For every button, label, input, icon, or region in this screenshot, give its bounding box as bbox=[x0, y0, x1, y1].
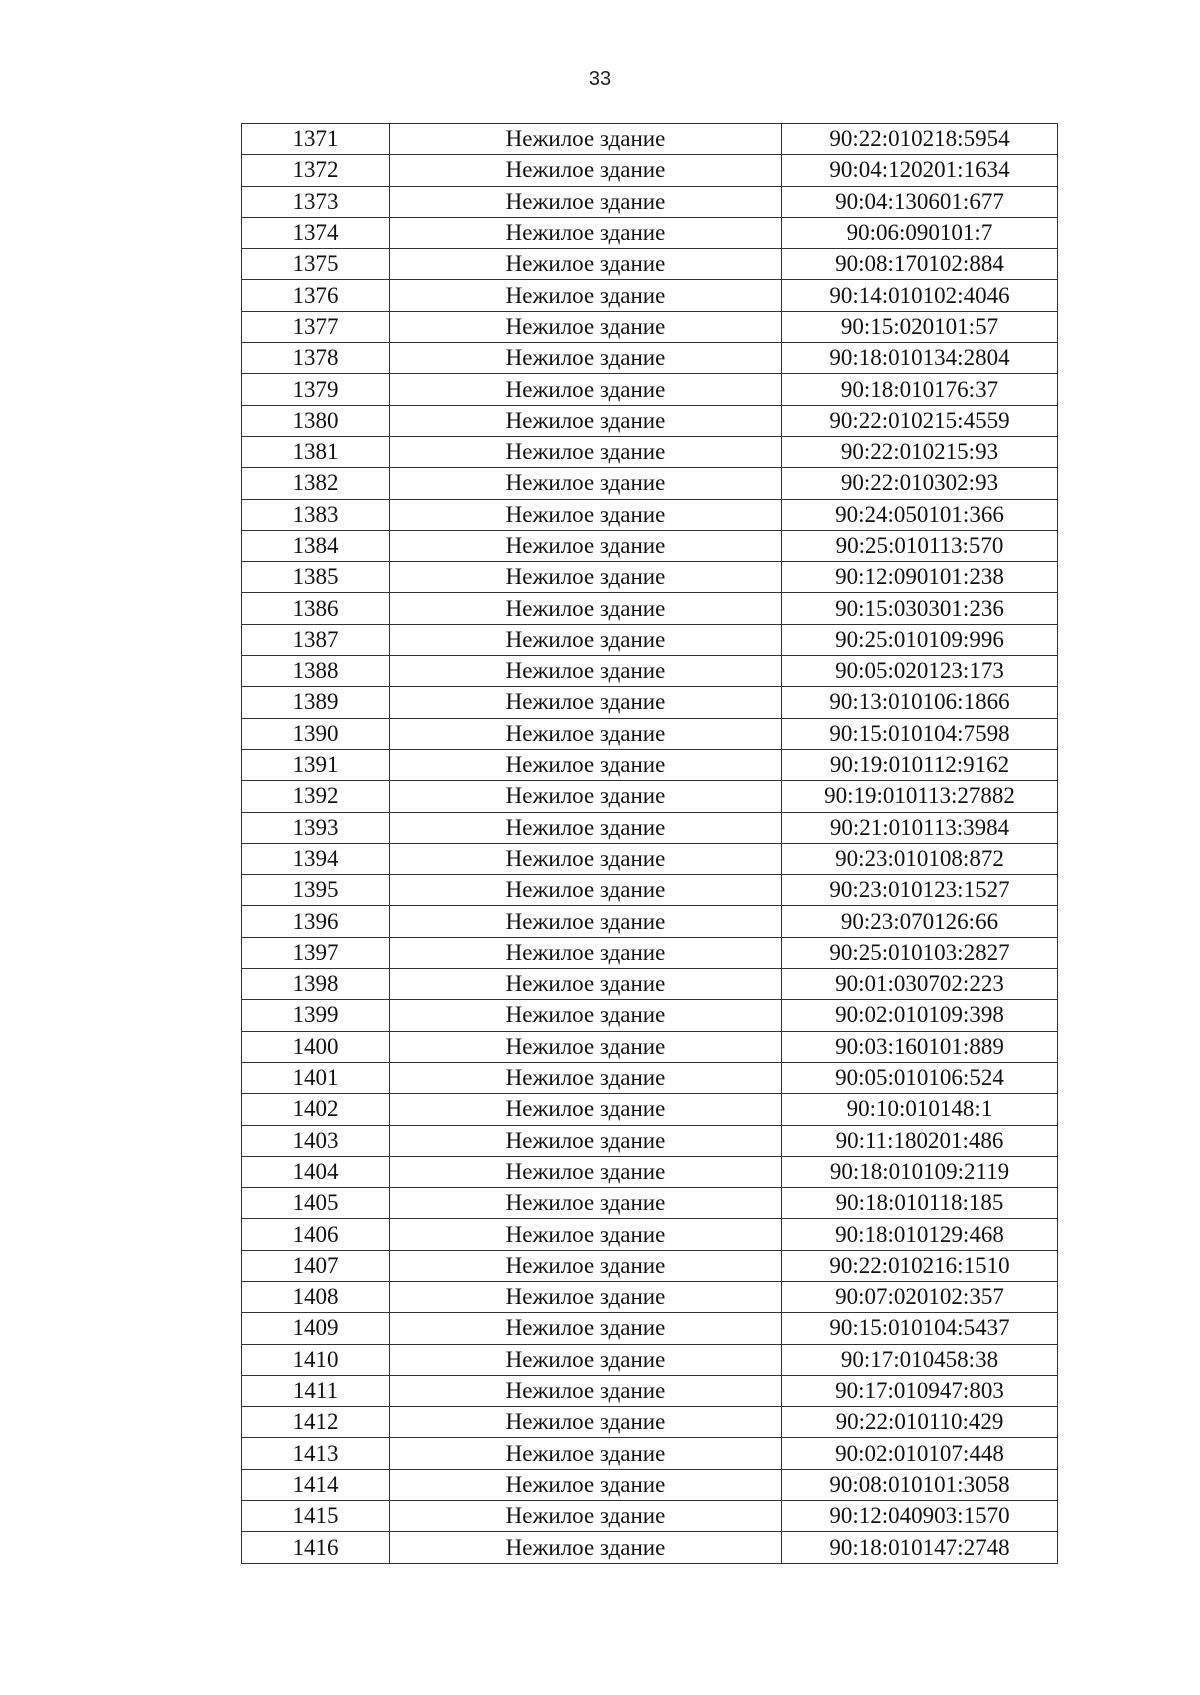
row-number-cell: 1401 bbox=[242, 1062, 390, 1093]
row-number-cell: 1399 bbox=[242, 1000, 390, 1031]
object-type-cell: Нежилое здание bbox=[390, 593, 782, 624]
row-number-cell: 1408 bbox=[242, 1281, 390, 1312]
object-type-cell: Нежилое здание bbox=[390, 530, 782, 561]
table-body bbox=[242, 124, 1058, 1564]
object-type-cell: Нежилое здание bbox=[390, 937, 782, 968]
table-row bbox=[242, 781, 1058, 812]
table-row bbox=[242, 405, 1058, 436]
cadastral-number-cell: 90:18:010118:185 bbox=[782, 1188, 1058, 1219]
row-number-cell: 1377 bbox=[242, 311, 390, 342]
cadastral-number-cell: 90:12:040903:1570 bbox=[782, 1501, 1058, 1532]
cadastral-number-cell: 90:23:070126:66 bbox=[782, 906, 1058, 937]
object-type-cell: Нежилое здание bbox=[390, 217, 782, 248]
cadastral-number-cell: 90:15:020101:57 bbox=[782, 311, 1058, 342]
row-number-cell: 1375 bbox=[242, 249, 390, 280]
row-number-cell: 1393 bbox=[242, 812, 390, 843]
table-row bbox=[242, 186, 1058, 217]
property-table bbox=[241, 123, 1058, 1564]
table-row bbox=[242, 624, 1058, 655]
cadastral-number-cell: 90:22:010110:429 bbox=[782, 1407, 1058, 1438]
table-row bbox=[242, 562, 1058, 593]
object-type-cell: Нежилое здание bbox=[390, 1000, 782, 1031]
row-number-cell: 1395 bbox=[242, 875, 390, 906]
row-number-cell: 1406 bbox=[242, 1219, 390, 1250]
row-number-cell: 1384 bbox=[242, 530, 390, 561]
row-number-cell: 1373 bbox=[242, 186, 390, 217]
cadastral-number-cell: 90:22:010216:1510 bbox=[782, 1250, 1058, 1281]
object-type-cell: Нежилое здание bbox=[390, 843, 782, 874]
cadastral-number-cell: 90:15:030301:236 bbox=[782, 593, 1058, 624]
row-number-cell: 1413 bbox=[242, 1438, 390, 1469]
table-row bbox=[242, 937, 1058, 968]
row-number-cell: 1374 bbox=[242, 217, 390, 248]
row-number-cell: 1404 bbox=[242, 1156, 390, 1187]
object-type-cell: Нежилое здание bbox=[390, 249, 782, 280]
table-row bbox=[242, 875, 1058, 906]
table-row bbox=[242, 499, 1058, 530]
table-row bbox=[242, 1000, 1058, 1031]
table-row bbox=[242, 217, 1058, 248]
table-row bbox=[242, 1062, 1058, 1093]
object-type-cell: Нежилое здание bbox=[390, 687, 782, 718]
table-row bbox=[242, 749, 1058, 780]
table-row bbox=[242, 1407, 1058, 1438]
object-type-cell: Нежилое здание bbox=[390, 499, 782, 530]
object-type-cell: Нежилое здание bbox=[390, 1094, 782, 1125]
row-number-cell: 1400 bbox=[242, 1031, 390, 1062]
table-row bbox=[242, 1156, 1058, 1187]
row-number-cell: 1410 bbox=[242, 1344, 390, 1375]
object-type-cell: Нежилое здание bbox=[390, 343, 782, 374]
row-number-cell: 1379 bbox=[242, 374, 390, 405]
table-row bbox=[242, 969, 1058, 1000]
cadastral-number-cell: 90:18:010109:2119 bbox=[782, 1156, 1058, 1187]
table-row bbox=[242, 311, 1058, 342]
table-row bbox=[242, 124, 1058, 155]
object-type-cell: Нежилое здание bbox=[390, 280, 782, 311]
cadastral-number-cell: 90:21:010113:3984 bbox=[782, 812, 1058, 843]
cadastral-number-cell: 90:05:010106:524 bbox=[782, 1062, 1058, 1093]
cadastral-number-cell: 90:19:010112:9162 bbox=[782, 749, 1058, 780]
row-number-cell: 1415 bbox=[242, 1501, 390, 1532]
object-type-cell: Нежилое здание bbox=[390, 906, 782, 937]
row-number-cell: 1398 bbox=[242, 969, 390, 1000]
cadastral-number-cell: 90:22:010302:93 bbox=[782, 468, 1058, 499]
row-number-cell: 1391 bbox=[242, 749, 390, 780]
object-type-cell: Нежилое здание bbox=[390, 969, 782, 1000]
object-type-cell: Нежилое здание bbox=[390, 1062, 782, 1093]
object-type-cell: Нежилое здание bbox=[390, 155, 782, 186]
object-type-cell: Нежилое здание bbox=[390, 1313, 782, 1344]
cadastral-number-cell: 90:23:010108:872 bbox=[782, 843, 1058, 874]
table-row bbox=[242, 249, 1058, 280]
object-type-cell: Нежилое здание bbox=[390, 1469, 782, 1500]
table-row bbox=[242, 1313, 1058, 1344]
cadastral-number-cell: 90:08:170102:884 bbox=[782, 249, 1058, 280]
table-row bbox=[242, 1438, 1058, 1469]
table-row bbox=[242, 1281, 1058, 1312]
object-type-cell: Нежилое здание bbox=[390, 875, 782, 906]
table-row bbox=[242, 906, 1058, 937]
row-number-cell: 1411 bbox=[242, 1375, 390, 1406]
cadastral-number-cell: 90:18:010176:37 bbox=[782, 374, 1058, 405]
cadastral-number-cell: 90:23:010123:1527 bbox=[782, 875, 1058, 906]
cadastral-number-cell: 90:25:010103:2827 bbox=[782, 937, 1058, 968]
object-type-cell: Нежилое здание bbox=[390, 186, 782, 217]
row-number-cell: 1392 bbox=[242, 781, 390, 812]
object-type-cell: Нежилое здание bbox=[390, 1219, 782, 1250]
cadastral-number-cell: 90:17:010458:38 bbox=[782, 1344, 1058, 1375]
row-number-cell: 1387 bbox=[242, 624, 390, 655]
cadastral-number-cell: 90:02:010107:448 bbox=[782, 1438, 1058, 1469]
cadastral-number-cell: 90:02:010109:398 bbox=[782, 1000, 1058, 1031]
table-row bbox=[242, 718, 1058, 749]
table-row bbox=[242, 468, 1058, 499]
table-row bbox=[242, 1532, 1058, 1563]
object-type-cell: Нежилое здание bbox=[390, 1438, 782, 1469]
cadastral-number-cell: 90:18:010129:468 bbox=[782, 1219, 1058, 1250]
row-number-cell: 1385 bbox=[242, 562, 390, 593]
object-type-cell: Нежилое здание bbox=[390, 1501, 782, 1532]
table-row bbox=[242, 374, 1058, 405]
table-row bbox=[242, 1344, 1058, 1375]
table-row bbox=[242, 812, 1058, 843]
object-type-cell: Нежилое здание bbox=[390, 468, 782, 499]
table-row bbox=[242, 1031, 1058, 1062]
cadastral-number-cell: 90:25:010113:570 bbox=[782, 530, 1058, 561]
cadastral-number-cell: 90:07:020102:357 bbox=[782, 1281, 1058, 1312]
object-type-cell: Нежилое здание bbox=[390, 1281, 782, 1312]
row-number-cell: 1405 bbox=[242, 1188, 390, 1219]
table-row bbox=[242, 1375, 1058, 1406]
row-number-cell: 1380 bbox=[242, 405, 390, 436]
table-row bbox=[242, 530, 1058, 561]
object-type-cell: Нежилое здание bbox=[390, 1188, 782, 1219]
cadastral-number-cell: 90:11:180201:486 bbox=[782, 1125, 1058, 1156]
object-type-cell: Нежилое здание bbox=[390, 1125, 782, 1156]
cadastral-number-cell: 90:14:010102:4046 bbox=[782, 280, 1058, 311]
row-number-cell: 1386 bbox=[242, 593, 390, 624]
row-number-cell: 1381 bbox=[242, 436, 390, 467]
object-type-cell: Нежилое здание bbox=[390, 718, 782, 749]
table-row bbox=[242, 343, 1058, 374]
cadastral-number-cell: 90:03:160101:889 bbox=[782, 1031, 1058, 1062]
cadastral-number-cell: 90:22:010215:4559 bbox=[782, 405, 1058, 436]
table-row bbox=[242, 1188, 1058, 1219]
row-number-cell: 1397 bbox=[242, 937, 390, 968]
row-number-cell: 1389 bbox=[242, 687, 390, 718]
table-row bbox=[242, 1094, 1058, 1125]
cadastral-number-cell: 90:15:010104:7598 bbox=[782, 718, 1058, 749]
table-row bbox=[242, 687, 1058, 718]
table-row bbox=[242, 280, 1058, 311]
cadastral-number-cell: 90:22:010218:5954 bbox=[782, 124, 1058, 155]
cadastral-number-cell: 90:15:010104:5437 bbox=[782, 1313, 1058, 1344]
cadastral-number-cell: 90:18:010134:2804 bbox=[782, 343, 1058, 374]
object-type-cell: Нежилое здание bbox=[390, 624, 782, 655]
cadastral-number-cell: 90:04:120201:1634 bbox=[782, 155, 1058, 186]
object-type-cell: Нежилое здание bbox=[390, 1156, 782, 1187]
row-number-cell: 1382 bbox=[242, 468, 390, 499]
row-number-cell: 1414 bbox=[242, 1469, 390, 1500]
object-type-cell: Нежилое здание bbox=[390, 1375, 782, 1406]
row-number-cell: 1383 bbox=[242, 499, 390, 530]
table-row bbox=[242, 155, 1058, 186]
row-number-cell: 1388 bbox=[242, 656, 390, 687]
object-type-cell: Нежилое здание bbox=[390, 311, 782, 342]
table-row bbox=[242, 1219, 1058, 1250]
table-row bbox=[242, 593, 1058, 624]
object-type-cell: Нежилое здание bbox=[390, 562, 782, 593]
cadastral-number-cell: 90:17:010947:803 bbox=[782, 1375, 1058, 1406]
row-number-cell: 1394 bbox=[242, 843, 390, 874]
table-row bbox=[242, 1469, 1058, 1500]
table-row bbox=[242, 656, 1058, 687]
cadastral-number-cell: 90:10:010148:1 bbox=[782, 1094, 1058, 1125]
cadastral-number-cell: 90:24:050101:366 bbox=[782, 499, 1058, 530]
row-number-cell: 1416 bbox=[242, 1532, 390, 1563]
object-type-cell: Нежилое здание bbox=[390, 1407, 782, 1438]
cadastral-number-cell: 90:25:010109:996 bbox=[782, 624, 1058, 655]
object-type-cell: Нежилое здание bbox=[390, 781, 782, 812]
table-row bbox=[242, 843, 1058, 874]
row-number-cell: 1376 bbox=[242, 280, 390, 311]
object-type-cell: Нежилое здание bbox=[390, 1532, 782, 1563]
cadastral-number-cell: 90:05:020123:173 bbox=[782, 656, 1058, 687]
cadastral-number-cell: 90:19:010113:27882 bbox=[782, 781, 1058, 812]
row-number-cell: 1409 bbox=[242, 1313, 390, 1344]
cadastral-number-cell: 90:13:010106:1866 bbox=[782, 687, 1058, 718]
cadastral-number-cell: 90:08:010101:3058 bbox=[782, 1469, 1058, 1500]
row-number-cell: 1412 bbox=[242, 1407, 390, 1438]
table-row bbox=[242, 1125, 1058, 1156]
object-type-cell: Нежилое здание bbox=[390, 812, 782, 843]
row-number-cell: 1407 bbox=[242, 1250, 390, 1281]
row-number-cell: 1378 bbox=[242, 343, 390, 374]
row-number-cell: 1390 bbox=[242, 718, 390, 749]
row-number-cell: 1403 bbox=[242, 1125, 390, 1156]
cadastral-number-cell: 90:12:090101:238 bbox=[782, 562, 1058, 593]
row-number-cell: 1372 bbox=[242, 155, 390, 186]
table-row bbox=[242, 1501, 1058, 1532]
page-number: 33 bbox=[588, 68, 612, 90]
object-type-cell: Нежилое здание bbox=[390, 749, 782, 780]
object-type-cell: Нежилое здание bbox=[390, 124, 782, 155]
row-number-cell: 1396 bbox=[242, 906, 390, 937]
object-type-cell: Нежилое здание bbox=[390, 374, 782, 405]
object-type-cell: Нежилое здание bbox=[390, 405, 782, 436]
row-number-cell: 1371 bbox=[242, 124, 390, 155]
object-type-cell: Нежилое здание bbox=[390, 656, 782, 687]
cadastral-number-cell: 90:22:010215:93 bbox=[782, 436, 1058, 467]
cadastral-number-cell: 90:06:090101:7 bbox=[782, 217, 1058, 248]
row-number-cell: 1402 bbox=[242, 1094, 390, 1125]
object-type-cell: Нежилое здание bbox=[390, 436, 782, 467]
cadastral-number-cell: 90:01:030702:223 bbox=[782, 969, 1058, 1000]
table-row bbox=[242, 436, 1058, 467]
object-type-cell: Нежилое здание bbox=[390, 1344, 782, 1375]
object-type-cell: Нежилое здание bbox=[390, 1031, 782, 1062]
object-type-cell: Нежилое здание bbox=[390, 1250, 782, 1281]
table-row bbox=[242, 1250, 1058, 1281]
cadastral-number-cell: 90:18:010147:2748 bbox=[782, 1532, 1058, 1563]
cadastral-number-cell: 90:04:130601:677 bbox=[782, 186, 1058, 217]
